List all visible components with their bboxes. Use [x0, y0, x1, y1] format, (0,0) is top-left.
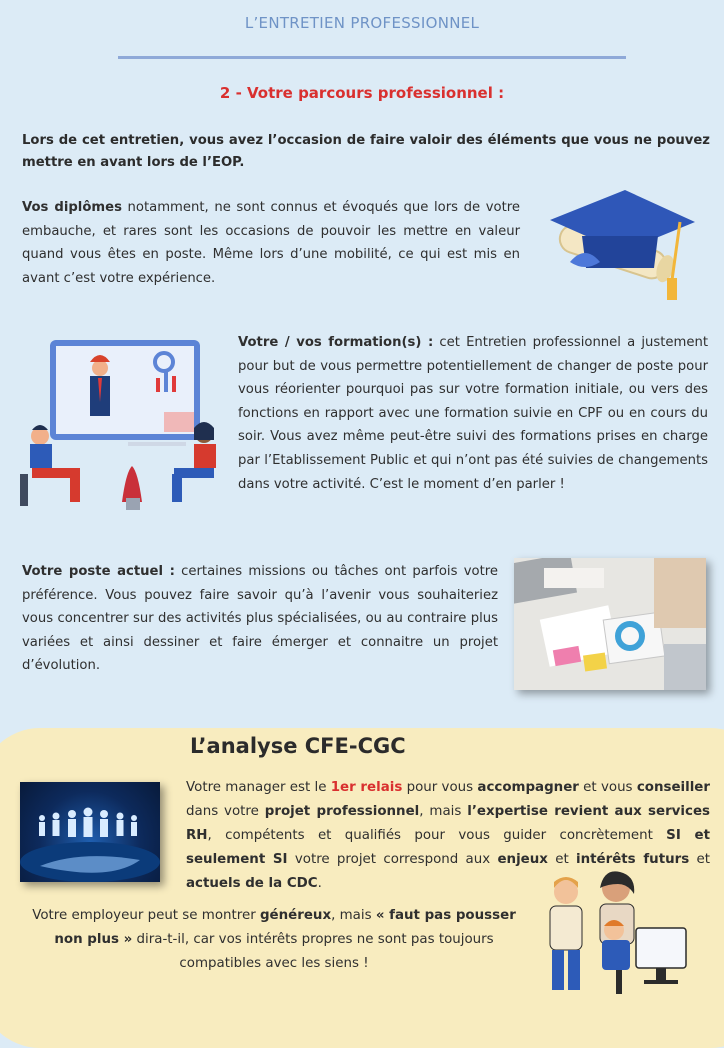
analysis-text-2: pour vous	[402, 780, 478, 795]
diplomes-lead: Vos diplômes	[22, 200, 122, 215]
analysis-bold-projet: projet professionnel	[264, 804, 420, 819]
analysis-bold-si: SI et seulement SI	[186, 828, 710, 867]
header-divider	[118, 56, 626, 59]
analysis-text-8: et	[547, 852, 576, 867]
analysis-text-7: votre projet correspond aux	[287, 852, 498, 867]
footer-text-2: , mais	[331, 908, 376, 923]
analysis-text-5: , mais	[419, 804, 468, 819]
analysis-bold-interets: intérêts futurs	[575, 852, 690, 867]
analysis-text-4: dans votre	[186, 804, 265, 819]
footer-bold-quote: « faut pas pousser non plus »	[54, 908, 516, 947]
poste-paragraph	[22, 560, 498, 678]
poste-text: certaines missions ou tâches ont parfois votre préférence. Vous pouvez faire savoir qu’à l’avenir vous souhaiteriez vous concentrer sur des activités plus spécialisées, ou au contraire plus variées et ainsi dessiner et faire émerger et connaitre un projet d’évolution.	[22, 564, 498, 674]
intro-paragraph: Lors de cet entretien, vous avez l’occasion de faire valoir des éléments que vous ne pouvez mettre en avant lors de l’EOP.	[22, 133, 710, 170]
analysis-bold-accompagner: accompagner	[477, 780, 579, 795]
analysis-text-1: Votre manager est le	[186, 780, 331, 795]
footer-text-3: dira-t-il, car vos intérêts propres ne sont pas toujours compatibles avec les siens !	[132, 932, 494, 971]
analysis-bold-expertise: l’expertise revient aux services RH	[186, 804, 710, 843]
formations-text: cet Entretien professionnel a justement pour but de vous permettre potentiellement de changer de poste pour vous réorienter pourquoi pas sur votre formation initiale, ou vers des fonctions en rapport avec une formation suivie en CPF ou en cours du soir. Vous avez même peut-être suivi des formations prises en charge par l’Etablissement Public et qui n’ont pas été suivies de changements dans votre activité. C’est le moment d’en parler !	[238, 335, 708, 492]
poste-lead: Votre poste actuel :	[22, 564, 175, 579]
analysis-bold-conseiller: conseiller	[636, 780, 710, 795]
team-illustration	[526, 868, 706, 998]
analysis-bold-cdc: actuels de la CDC	[186, 876, 318, 891]
formations-lead: Votre / vos formation(s) :	[238, 335, 434, 350]
analysis-text-3: et vous	[578, 780, 637, 795]
footer-bold-genereux: généreux	[259, 908, 332, 923]
footer-text-1: Votre employeur peut se montrer	[32, 908, 260, 923]
graduation-cap-icon	[530, 180, 700, 310]
diplomes-text: notamment, ne sont connus et évoqués que lors de votre embauche, et rares sont les occasions de pouvoir les mettre en valeur quand vous êtes en poste. Même lors d’une mobilité, ce qui est mis en avant c’est votre expérience.	[22, 200, 521, 286]
analysis-text-10: .	[317, 876, 322, 891]
footer-paragraph	[24, 904, 524, 976]
analysis-title: L’analyse CFE-CGC	[190, 734, 406, 758]
office-photo	[514, 558, 706, 690]
analysis-bold-enjeux: enjeux	[497, 852, 548, 867]
diplomes-paragraph	[22, 196, 520, 290]
people-network-photo	[20, 782, 160, 882]
analysis-text-6: , compétents et qualifiés pour vous guider concrètement	[207, 828, 667, 843]
meeting-illustration	[14, 332, 234, 512]
page-header: L’ENTRETIEN PROFESSIONNEL	[244, 14, 480, 32]
analysis-text-9: et	[689, 852, 710, 867]
analysis-highlight-relais: 1er relais	[330, 780, 403, 795]
section-title: 2 - Votre parcours professionnel :	[219, 84, 505, 102]
formations-paragraph	[238, 331, 708, 496]
